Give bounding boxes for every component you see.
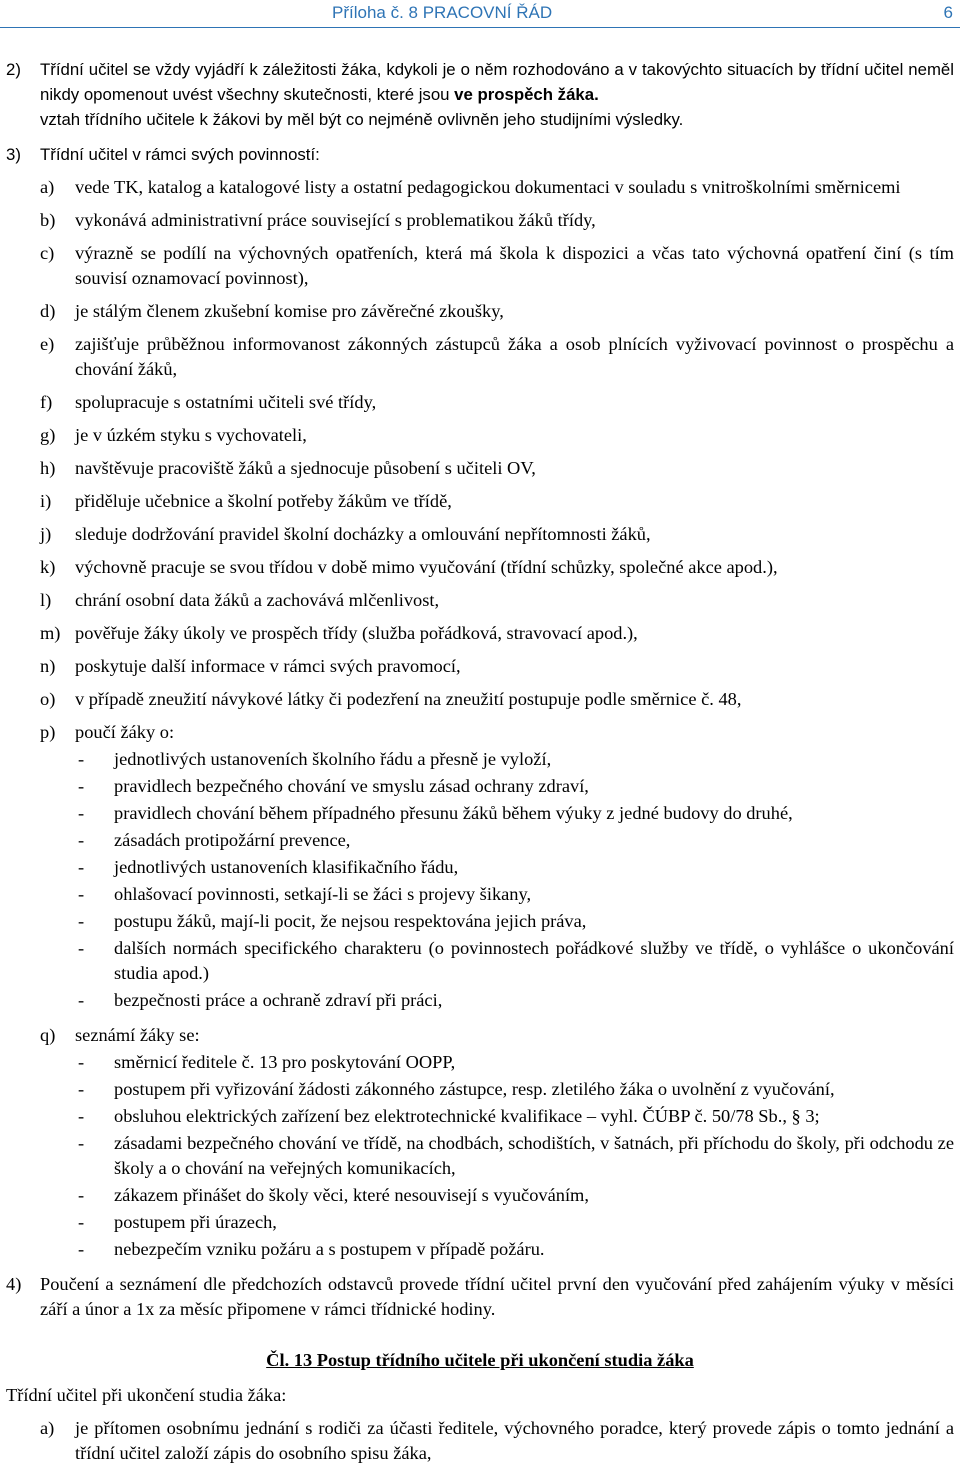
item-text: je přítomen osobnímu jednání s rodiči za účasti ředitele, výchovného poradce, který provede zápis o tomto jednání a třídní učitel založí zápis do osobního spisu žáka, (75, 1418, 954, 1463)
item-text: vykonává administrativní práce související s problematikou žáků třídy, (75, 210, 596, 230)
list-item (0, 208, 960, 233)
list-item (0, 332, 960, 382)
dash-text: směrnicí ředitele č. 13 pro poskytování OOPP, (114, 1052, 456, 1072)
dash-bullet: - (78, 938, 85, 958)
dash-item (0, 909, 960, 934)
familiarization-sublist (0, 1050, 960, 1262)
item-letter: a) (40, 1418, 55, 1438)
paragraph-2 (0, 57, 960, 132)
list-item (0, 175, 960, 200)
dash-item (0, 1237, 960, 1262)
dash-item (0, 1131, 960, 1181)
list-item (0, 489, 960, 514)
dash-bullet: - (78, 990, 85, 1010)
page-number: 6 (943, 3, 953, 22)
dash-bullet: - (78, 1052, 85, 1072)
item-text: výrazně se podílí na výchovných opatřeních, která má škola k dispozici a včas tato výchovná opatření činí (s tím souvisí oznamovací povinnost), (75, 243, 954, 288)
item-text: v případě zneužití návykové látky či podezření na zneužití postupuje podle směrnice č. 48, (75, 689, 742, 709)
item-text: je stálým členem zkušební komise pro závěrečné zkoušky, (75, 301, 504, 321)
dash-text: pravidlech chování během případného přesunu žáků během výuky z jedné budovy do druhé, (114, 803, 793, 823)
item-letter: a) (40, 177, 55, 197)
item-text: je v úzkém styku s vychovateli, (75, 425, 307, 445)
list-item (0, 456, 960, 481)
list-item (0, 299, 960, 324)
dash-text: dalších normách specifického charakteru (o povinnostech pořádkové služby ve třídě, o vyhlášce o ukončování studia apod.) (114, 938, 954, 983)
dash-text: postupu žáků, mají-li pocit, že nejsou respektována jejich práva, (114, 911, 587, 931)
end-list (0, 1416, 960, 1466)
dash-item (0, 936, 960, 986)
dash-bullet: - (78, 1133, 85, 1153)
item-text: navštěvuje pracoviště žáků a sjednocuje působení s učiteli OV, (75, 458, 536, 478)
item-letter: b) (40, 210, 56, 230)
section-intro: Třídní učitel při ukončení studia žáka: (6, 1385, 287, 1405)
dash-text: obsluhou elektrických zařízení bez elektrotechnické kvalifikace – vyhl. ČÚBP č. 50/78 Sb., § 3; (114, 1106, 820, 1126)
item-letter: j) (40, 524, 52, 544)
dash-text: jednotlivých ustanoveních školního řádu a přesně je vyloží, (114, 749, 552, 769)
page-header (0, 0, 960, 28)
item-text: spolupracuje s ostatními učiteli své třídy, (75, 392, 377, 412)
list-item (0, 654, 960, 679)
item-letter: l) (40, 590, 52, 610)
item-text: poskytuje další informace v rámci svých pravomocí, (75, 656, 461, 676)
item-letter: k) (40, 557, 56, 577)
item-text: vede TK, katalog a katalogové listy a ostatní pedagogickou dokumentaci v souladu s vnitroškolními směrnicemi (75, 177, 901, 197)
dash-item (0, 774, 960, 799)
dash-bullet: - (78, 803, 85, 823)
list-item (0, 687, 960, 712)
item-letter: m) (40, 623, 61, 643)
dash-item (0, 882, 960, 907)
dash-item (0, 1050, 960, 1075)
item-letter: g) (40, 425, 56, 445)
dash-text: nebezpečím vzniku požáru a s postupem v případě požáru. (114, 1239, 545, 1259)
dash-text: postupem při úrazech, (114, 1212, 277, 1232)
list-item (0, 555, 960, 580)
dash-item (0, 988, 960, 1013)
instruction-sublist (0, 747, 960, 1013)
dash-item (0, 1104, 960, 1129)
header-rule (0, 27, 960, 28)
list-item (0, 423, 960, 448)
dash-bullet: - (78, 884, 85, 904)
list-item (0, 621, 960, 646)
header-title: Příloha č. 8 PRACOVNÍ ŘÁD (332, 3, 553, 22)
dash-bullet: - (78, 857, 85, 877)
dash-bullet: - (78, 830, 85, 850)
dash-bullet: - (78, 1106, 85, 1126)
list-item (0, 588, 960, 613)
item-text: sleduje dodržování pravidel školní docházky a omlouvání nepřítomnosti žáků, (75, 524, 651, 544)
dash-bullet: - (78, 1079, 85, 1099)
paragraph-4 (0, 1272, 960, 1322)
dash-item (0, 1183, 960, 1208)
paragraph-text-2: vztah třídního učitele k žákovi by měl být co nejméně ovlivněn jeho studijními výsledky. (40, 110, 684, 129)
item-letter: p) (40, 722, 56, 742)
dash-bullet: - (78, 911, 85, 931)
item-letter: n) (40, 656, 56, 676)
dash-text: bezpečnosti práce a ochraně zdraví při práci, (114, 990, 443, 1010)
dash-text: zásadách protipožární prevence, (114, 830, 351, 850)
item-letter: q) (40, 1025, 56, 1045)
item-text: výchovně pracuje se svou třídou v době mimo vyučování (třídní schůzky, společné akce apod.), (75, 557, 778, 577)
item-letter: c) (40, 243, 55, 263)
item-letter: i) (40, 491, 52, 511)
paragraph-number: 2) (6, 60, 21, 79)
section-heading: Čl. 13 Postup třídního učitele při ukončení studia žáka (266, 1350, 694, 1370)
dash-text: postupem při vyřizování žádosti zákonného zástupce, resp. zletilého žáka o uvolnění z vyučování, (114, 1079, 835, 1099)
dash-text: ohlašovací povinnosti, setkají-li se žáci s projevy šikany, (114, 884, 532, 904)
duties-list (0, 175, 960, 712)
document-body (0, 57, 960, 1466)
item-text: přiděluje učebnice a školní potřeby žákům ve třídě, (75, 491, 452, 511)
list-item (0, 522, 960, 547)
dash-bullet: - (78, 749, 85, 769)
list-item (0, 1416, 960, 1466)
paragraph-3 (0, 142, 960, 167)
dash-text: jednotlivých ustanoveních klasifikačního řádu, (114, 857, 459, 877)
item-text: poučí žáky o: (75, 722, 175, 742)
dash-item (0, 828, 960, 853)
dash-text: pravidlech bezpečného chování ve smyslu zásad ochrany zdraví, (114, 776, 589, 796)
item-letter: f) (40, 392, 53, 412)
dash-text: zásadami bezpečného chování ve třídě, na chodbách, schodištích, v šatnách, při příchodu do školy, při odchodu ze školy a o chování na veřejných komunikacích, (114, 1133, 954, 1178)
item-letter: e) (40, 334, 55, 354)
dash-bullet: - (78, 1185, 85, 1205)
dash-item (0, 801, 960, 826)
dash-bullet: - (78, 776, 85, 796)
dash-item (0, 1210, 960, 1235)
item-letter: h) (40, 458, 56, 478)
item-text: zajišťuje průběžnou informovanost zákonných zástupců žáka a osob plnících vyživovací povinnost o prospěchu a chování žáků, (75, 334, 954, 379)
item-text: seznámí žáky se: (75, 1025, 200, 1045)
list-item-p (0, 720, 960, 745)
item-letter: o) (40, 689, 56, 709)
dash-bullet: - (78, 1212, 85, 1232)
dash-item (0, 1077, 960, 1102)
item-text: pověřuje žáky úkoly ve prospěch třídy (služba pořádková, stravovací apod.), (75, 623, 638, 643)
paragraph-number: 3) (6, 145, 21, 164)
list-item (0, 390, 960, 415)
paragraph-text: Poučení a seznámení dle předchozích odstavců provede třídní učitel první den vyučování před zahájením výuky v měsíci září a únor a 1x za měsíc připomene v rámci třídnické hodiny. (40, 1274, 954, 1319)
list-item-q (0, 1023, 960, 1048)
dash-item (0, 855, 960, 880)
paragraph-intro: Třídní učitel v rámci svých povinností: (40, 145, 320, 164)
item-text: chrání osobní data žáků a zachovává mlčenlivost, (75, 590, 440, 610)
paragraph-number: 4) (6, 1274, 22, 1294)
dash-bullet: - (78, 1239, 85, 1259)
dash-item (0, 747, 960, 772)
paragraph-text: Třídní učitel se vždy vyjádří k záležitosti žáka, kdykoli je o něm rozhodováno a v takovýchto situacích by třídní učitel neměl nikdy opomenout uvést všechny skutečnosti, které jsou (40, 60, 954, 104)
item-letter: d) (40, 301, 56, 321)
list-item (0, 241, 960, 291)
paragraph-bold-text: ve prospěch žáka. (454, 85, 599, 104)
dash-text: zákazem přinášet do školy věci, které nesouvisejí s vyučováním, (114, 1185, 589, 1205)
